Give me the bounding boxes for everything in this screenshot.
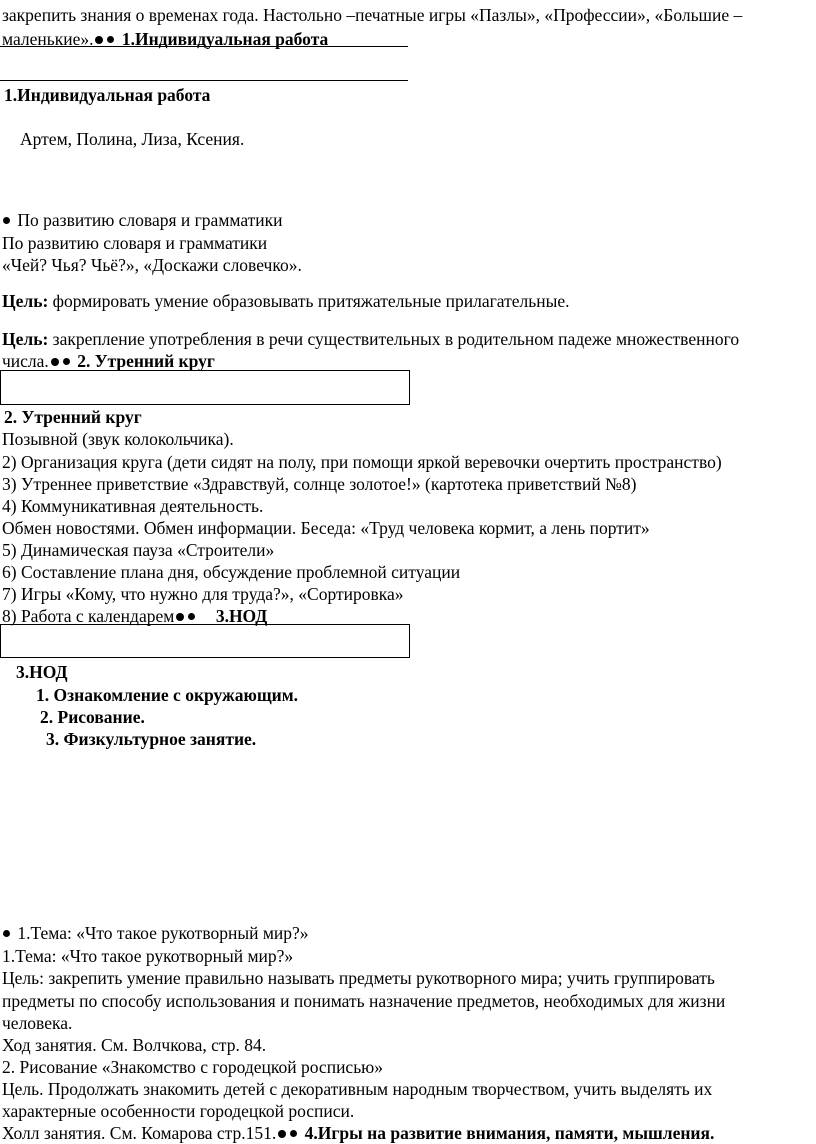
vocab-games: «Чей? Чья? Чьё?», «Доскажи словечко». (2, 255, 302, 275)
vocab-goal-1 (2, 290, 569, 312)
drawing-goal-line: характерные особенности городецкой росписи. (2, 1101, 355, 1121)
morning-last-text: 8) Работа с календарем (2, 606, 175, 626)
bullet-icon (278, 1130, 286, 1138)
section-heading: 2. Утренний круг (77, 351, 215, 371)
bullet-icon (3, 217, 10, 224)
intro-line-1: закрепить знания о временах года. Настольно –печатные игры «Пазлы», «Профессии», «Большие – (2, 5, 743, 25)
nod-item: 1. Ознакомление с окружающим. (36, 685, 299, 705)
section-heading: 1.Индивидуальная работа (121, 29, 329, 49)
nod-item: 2. Рисование. (40, 707, 145, 727)
empty-box (0, 624, 410, 658)
topic-title: 1.Тема: «Что такое рукотворный мир?» (2, 946, 294, 966)
morning-item: Позывной (звук колокольчика). (2, 429, 234, 449)
topic-goal-line: человека. (2, 1013, 73, 1033)
goal-cont-text: числа. (2, 351, 49, 371)
drawing-course (2, 1122, 714, 1144)
vocab-goal-2-cont (2, 350, 215, 372)
bullet-icon (51, 358, 59, 366)
morning-item: 3) Утреннее приветствие «Здравствуй, солнце золотое!» (картотека приветствий №8) (2, 474, 637, 494)
topic-bullet (2, 922, 309, 944)
morning-item: 7) Игры «Кому, что нужно для труда?», «Сортировка» (2, 584, 404, 604)
bullet-icon (188, 613, 195, 620)
bullet-icon (107, 36, 114, 43)
bullet-icon (176, 613, 184, 621)
topic-goal-line: предметы по способу использования и понимать назначение предметов, необходимых для жизни (2, 991, 726, 1011)
morning-item: Обмен новостями. Обмен информации. Беседа: «Труд человека кормит, а лень портит» (2, 518, 650, 538)
morning-item: 4) Коммуникативная деятельность. (2, 496, 264, 516)
morning-item: 6) Составление плана дня, обсуждение проблемной ситуации (2, 562, 461, 582)
empty-box (0, 370, 410, 405)
bullet-icon (290, 1130, 297, 1137)
nod-item: 3. Физкультурное занятие. (46, 729, 257, 749)
topic-bullet-text: 1.Тема: «Что такое рукотворный мир?» (17, 923, 309, 943)
morning-item: 5) Динамическая пауза «Строители» (2, 540, 275, 560)
intro-line-2-text: маленькие». (2, 29, 94, 49)
drawing-goal-line: Цель. Продолжать знакомить детей с декоративным народным творчеством, учить выделять их (2, 1079, 713, 1099)
individual-names: Артем, Полина, Лиза, Ксения. (20, 129, 245, 149)
morning-heading: 2. Утренний круг (4, 407, 142, 427)
goal-text: формировать умение образовывать притяжательные прилагательные. (48, 291, 570, 311)
topic-goal-line: Цель: закрепить умение правильно называть предметы рукотворного мира; учить группировать (2, 968, 715, 988)
goal-text: закрепление употребления в речи существительных в родительном падеже множественного (48, 329, 740, 349)
drawing-title: 2. Рисование «Знакомство с городецкой росписью» (2, 1057, 384, 1077)
vocab-goal-2 (2, 328, 739, 350)
nod-heading: 3.НОД (16, 662, 68, 682)
section-heading: 3.НОД (215, 606, 268, 626)
morning-item: 2) Организация круга (дети сидят на полу, при помощи яркой веревочки очертить пространство) (2, 452, 722, 472)
vocab-title: По развитию словаря и грамматики (2, 233, 268, 253)
topic-course: Ход занятия. См. Волчкова, стр. 84. (2, 1035, 267, 1055)
section-divider (0, 80, 408, 81)
vocab-bullet-text: По развитию словаря и грамматики (17, 210, 283, 230)
drawing-course-text: Холл занятия. См. Комарова стр.151. (2, 1123, 277, 1143)
bullet-icon (3, 930, 10, 937)
goal-label: Цель: (2, 291, 49, 311)
bullet-icon (63, 358, 70, 365)
vocab-bullet (2, 209, 283, 231)
section-heading: 4.Игры на развитие внимания, памяти, мышления. (304, 1123, 715, 1143)
bullet-icon (95, 36, 103, 44)
goal-label: Цель: (2, 329, 49, 349)
individual-heading: 1.Индивидуальная работа (4, 85, 211, 105)
section-divider (0, 46, 408, 47)
